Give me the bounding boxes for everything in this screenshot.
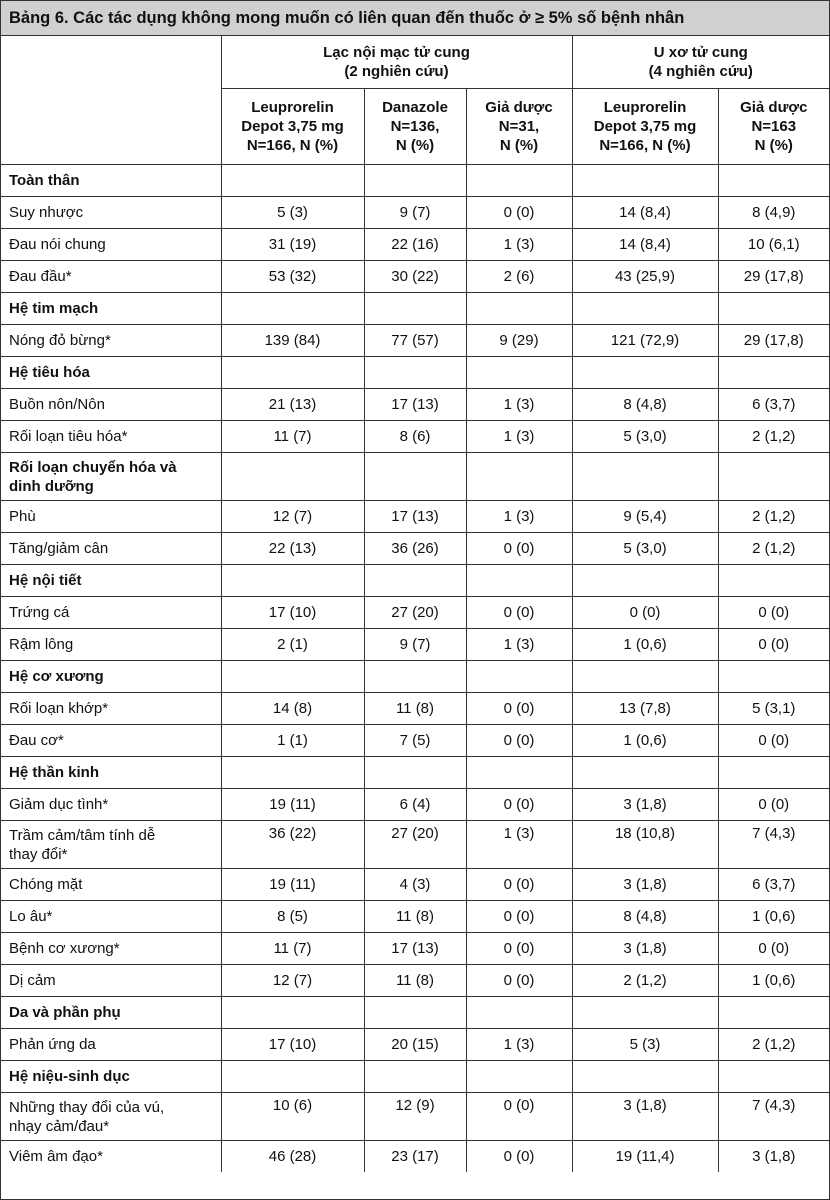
- value-cell: 0 (0): [572, 597, 718, 629]
- value-cell: 9 (7): [364, 197, 466, 229]
- row-label-line: Trứng cá: [9, 604, 70, 621]
- value-cell: 6 (3,7): [718, 389, 829, 421]
- row-label-line: Phản ứng da: [9, 1036, 96, 1053]
- value-cell: [572, 293, 718, 325]
- value-cell: [466, 357, 572, 389]
- value-cell: 3 (1,8): [572, 933, 718, 965]
- group-title: Lạc nội mạc tử cung: [323, 44, 470, 61]
- value-cell: 0 (0): [466, 869, 572, 901]
- table-row: [1, 229, 829, 261]
- value-cell: [466, 453, 572, 501]
- column-header: [364, 89, 466, 165]
- value-cell: 9 (29): [466, 325, 572, 357]
- value-cell: 0 (0): [466, 965, 572, 997]
- table-row: [1, 1029, 829, 1061]
- value-cell: [572, 1061, 718, 1093]
- value-cell: [718, 165, 829, 197]
- value-cell: 3 (1,8): [572, 869, 718, 901]
- row-label: [1, 325, 221, 357]
- row-label-line: Đau nói chung: [9, 236, 106, 253]
- value-cell: 17 (13): [364, 501, 466, 533]
- value-cell: 0 (0): [466, 197, 572, 229]
- value-cell: [364, 165, 466, 197]
- value-cell: 27 (20): [364, 821, 466, 869]
- row-label-line: Hệ thần kinh: [9, 764, 100, 781]
- value-cell: 0 (0): [466, 789, 572, 821]
- value-cell: 0 (0): [718, 629, 829, 661]
- row-label: [1, 597, 221, 629]
- row-label: [1, 389, 221, 421]
- value-cell: [572, 757, 718, 789]
- value-cell: 31 (19): [221, 229, 364, 261]
- value-cell: [466, 997, 572, 1029]
- row-label: [1, 1093, 221, 1141]
- value-cell: 12 (7): [221, 965, 364, 997]
- row-label-line: nhạy cảm/đau*: [9, 1117, 110, 1135]
- value-cell: 2 (1,2): [718, 533, 829, 565]
- value-cell: 8 (4,8): [572, 901, 718, 933]
- value-cell: 46 (28): [221, 1141, 364, 1173]
- value-cell: 29 (17,8): [718, 261, 829, 293]
- value-cell: 0 (0): [466, 933, 572, 965]
- row-label-line: Hệ cơ xương: [9, 668, 104, 685]
- value-cell: 1 (3): [466, 1029, 572, 1061]
- section-header-row: [1, 565, 829, 597]
- value-cell: 5 (3,0): [572, 421, 718, 453]
- value-cell: 1 (3): [466, 421, 572, 453]
- value-cell: 11 (8): [364, 901, 466, 933]
- row-label-line: Giảm dục tình*: [9, 796, 109, 813]
- value-cell: [364, 293, 466, 325]
- row-label-line: Dị cảm: [9, 972, 56, 989]
- value-cell: 19 (11): [221, 789, 364, 821]
- table-row: [1, 869, 829, 901]
- value-cell: 7 (5): [364, 725, 466, 757]
- adverse-effects-table: [1, 36, 829, 1172]
- value-cell: 7 (4,3): [718, 1093, 829, 1141]
- value-cell: [221, 165, 364, 197]
- value-cell: 3 (1,8): [718, 1141, 829, 1173]
- table-row: [1, 933, 829, 965]
- row-label-line: Nóng đỏ bừng*: [9, 332, 111, 349]
- value-cell: 1 (3): [466, 229, 572, 261]
- value-cell: 17 (13): [364, 389, 466, 421]
- row-label-line: Hệ tiêu hóa: [9, 364, 90, 381]
- section-header-row: [1, 1061, 829, 1093]
- value-cell: 30 (22): [364, 261, 466, 293]
- value-cell: 17 (13): [364, 933, 466, 965]
- value-cell: 1 (3): [466, 629, 572, 661]
- row-label-line: Rối loạn chuyển hóa và: [9, 458, 177, 476]
- row-label-line: Da và phần phụ: [9, 1004, 121, 1021]
- value-cell: [572, 453, 718, 501]
- row-label: [1, 965, 221, 997]
- value-cell: 0 (0): [718, 725, 829, 757]
- column-header-line: Depot 3,75 mg: [241, 118, 344, 135]
- value-cell: 0 (0): [466, 533, 572, 565]
- table-row: [1, 325, 829, 357]
- row-label: [1, 533, 221, 565]
- value-cell: 10 (6,1): [718, 229, 829, 261]
- row-label: [1, 421, 221, 453]
- column-header-line: N=166, N (%): [246, 137, 339, 154]
- value-cell: 1 (3): [466, 501, 572, 533]
- value-cell: [572, 357, 718, 389]
- row-label-line: Chóng mặt: [9, 876, 83, 893]
- value-cell: 3 (1,8): [572, 789, 718, 821]
- value-cell: 14 (8): [221, 693, 364, 725]
- value-cell: [466, 757, 572, 789]
- value-cell: 139 (84): [221, 325, 364, 357]
- value-cell: 77 (57): [364, 325, 466, 357]
- row-label-line: Đau đầu*: [9, 268, 72, 285]
- table-body: [1, 36, 829, 1172]
- value-cell: [221, 453, 364, 501]
- value-cell: [221, 565, 364, 597]
- value-cell: 4 (3): [364, 869, 466, 901]
- value-cell: 12 (7): [221, 501, 364, 533]
- table-row: [1, 725, 829, 757]
- column-header-line: Giả dược: [485, 99, 553, 116]
- value-cell: [718, 661, 829, 693]
- section-label: [1, 757, 221, 789]
- column-header-line: Giả dược: [740, 99, 808, 116]
- table-row: [1, 197, 829, 229]
- column-header-line: Depot 3,75 mg: [593, 118, 697, 135]
- row-label: [1, 821, 221, 869]
- row-label-line: Rối loạn tiêu hóa*: [9, 428, 128, 445]
- column-header-line: Danazole: [382, 99, 448, 116]
- column-header-line: Leuprorelin: [251, 99, 334, 116]
- row-label: [1, 1141, 221, 1173]
- header-row-groups: [1, 36, 829, 89]
- header-corner-cell: [1, 36, 221, 165]
- section-header-row: [1, 453, 829, 501]
- section-header-row: [1, 661, 829, 693]
- row-label: [1, 725, 221, 757]
- row-label: [1, 629, 221, 661]
- table-row: [1, 1141, 829, 1173]
- row-label: [1, 789, 221, 821]
- section-label: [1, 293, 221, 325]
- value-cell: [221, 661, 364, 693]
- value-cell: 9 (5,4): [572, 501, 718, 533]
- value-cell: 6 (4): [364, 789, 466, 821]
- row-label-line: Hệ tim mạch: [9, 300, 99, 317]
- value-cell: 14 (8,4): [572, 197, 718, 229]
- header-group-fibroids: [572, 36, 829, 89]
- table-row: [1, 389, 829, 421]
- row-label-line: Phù: [9, 508, 36, 525]
- row-label-line: Rối loạn khớp*: [9, 700, 109, 717]
- table-row: [1, 965, 829, 997]
- value-cell: [364, 997, 466, 1029]
- row-label-line: dinh dưỡng: [9, 477, 94, 495]
- value-cell: [364, 453, 466, 501]
- row-label-line: Trầm cảm/tâm tính dễ: [9, 826, 156, 844]
- value-cell: 23 (17): [364, 1141, 466, 1173]
- value-cell: [572, 565, 718, 597]
- value-cell: [718, 757, 829, 789]
- value-cell: [466, 1061, 572, 1093]
- value-cell: 36 (22): [221, 821, 364, 869]
- value-cell: 8 (4,8): [572, 389, 718, 421]
- row-label-line: Toàn thân: [9, 172, 80, 189]
- value-cell: 5 (3,1): [718, 693, 829, 725]
- value-cell: 43 (25,9): [572, 261, 718, 293]
- column-header-line: N=163: [751, 118, 797, 135]
- section-label: [1, 453, 221, 501]
- value-cell: 0 (0): [466, 725, 572, 757]
- value-cell: 8 (4,9): [718, 197, 829, 229]
- value-cell: 11 (8): [364, 693, 466, 725]
- value-cell: 12 (9): [364, 1093, 466, 1141]
- section-label: [1, 1061, 221, 1093]
- table-row: [1, 901, 829, 933]
- value-cell: [572, 997, 718, 1029]
- value-cell: 121 (72,9): [572, 325, 718, 357]
- value-cell: 11 (8): [364, 965, 466, 997]
- column-header-line: N (%): [499, 137, 539, 154]
- value-cell: 29 (17,8): [718, 325, 829, 357]
- value-cell: 6 (3,7): [718, 869, 829, 901]
- value-cell: [718, 997, 829, 1029]
- section-header-row: [1, 357, 829, 389]
- value-cell: 10 (6): [221, 1093, 364, 1141]
- row-label: [1, 501, 221, 533]
- group-title: U xơ tử cung: [653, 44, 748, 61]
- table-row: [1, 261, 829, 293]
- column-header-line: N (%): [395, 137, 435, 154]
- section-label: [1, 661, 221, 693]
- value-cell: 5 (3): [572, 1029, 718, 1061]
- value-cell: 7 (4,3): [718, 821, 829, 869]
- table-row: [1, 1093, 829, 1141]
- value-cell: 21 (13): [221, 389, 364, 421]
- value-cell: 17 (10): [221, 1029, 364, 1061]
- row-label-line: Lo âu*: [9, 908, 53, 925]
- value-cell: 2 (1): [221, 629, 364, 661]
- value-cell: [718, 357, 829, 389]
- value-cell: 0 (0): [466, 901, 572, 933]
- table-row: [1, 789, 829, 821]
- value-cell: 20 (15): [364, 1029, 466, 1061]
- value-cell: [221, 357, 364, 389]
- value-cell: 2 (1,2): [718, 421, 829, 453]
- value-cell: [221, 293, 364, 325]
- section-label: [1, 997, 221, 1029]
- value-cell: 1 (0,6): [572, 629, 718, 661]
- value-cell: [466, 293, 572, 325]
- row-label: [1, 229, 221, 261]
- row-label-line: Buồn nôn/Nôn: [9, 396, 105, 413]
- column-header-line: N=166, N (%): [599, 137, 691, 154]
- value-cell: 1 (0,6): [718, 901, 829, 933]
- group-subtitle: (2 nghiên cứu): [344, 63, 449, 80]
- row-label-line: thay đổi*: [9, 845, 68, 863]
- value-cell: [364, 757, 466, 789]
- value-cell: 2 (1,2): [718, 501, 829, 533]
- value-cell: [466, 661, 572, 693]
- column-header: [221, 89, 364, 165]
- row-label-line: Tăng/giảm cân: [9, 540, 109, 557]
- row-label: [1, 197, 221, 229]
- value-cell: 19 (11,4): [572, 1141, 718, 1173]
- value-cell: 2 (6): [466, 261, 572, 293]
- group-subtitle: (4 nghiên cứu): [648, 63, 753, 80]
- column-header-line: N=31,: [498, 118, 540, 135]
- value-cell: 22 (16): [364, 229, 466, 261]
- row-label: [1, 933, 221, 965]
- value-cell: [221, 757, 364, 789]
- section-header-row: [1, 997, 829, 1029]
- value-cell: 0 (0): [466, 1093, 572, 1141]
- value-cell: 53 (32): [221, 261, 364, 293]
- value-cell: 0 (0): [466, 1141, 572, 1173]
- value-cell: 8 (6): [364, 421, 466, 453]
- header-group-endometriosis: [221, 36, 572, 89]
- column-header-line: N (%): [754, 137, 793, 154]
- section-header-row: [1, 293, 829, 325]
- value-cell: 0 (0): [466, 597, 572, 629]
- value-cell: 19 (11): [221, 869, 364, 901]
- value-cell: 5 (3): [221, 197, 364, 229]
- section-header-row: [1, 757, 829, 789]
- value-cell: 0 (0): [718, 789, 829, 821]
- value-cell: 11 (7): [221, 421, 364, 453]
- value-cell: 0 (0): [718, 597, 829, 629]
- value-cell: 13 (7,8): [572, 693, 718, 725]
- row-label-line: Suy nhược: [9, 204, 84, 221]
- value-cell: 1 (0,6): [718, 965, 829, 997]
- value-cell: [364, 357, 466, 389]
- value-cell: [718, 565, 829, 597]
- table-row: [1, 501, 829, 533]
- row-label-line: Những thay đổi của vú,: [9, 1098, 165, 1116]
- row-label: [1, 1029, 221, 1061]
- column-header: [466, 89, 572, 165]
- value-cell: 18 (10,8): [572, 821, 718, 869]
- value-cell: [718, 293, 829, 325]
- value-cell: 14 (8,4): [572, 229, 718, 261]
- row-label-line: Hệ niệu-sinh dục: [9, 1068, 130, 1085]
- value-cell: 1 (1): [221, 725, 364, 757]
- value-cell: 1 (0,6): [572, 725, 718, 757]
- value-cell: 1 (3): [466, 389, 572, 421]
- table-row: [1, 597, 829, 629]
- row-label: [1, 901, 221, 933]
- value-cell: 36 (26): [364, 533, 466, 565]
- section-header-row: [1, 165, 829, 197]
- column-header-line: N=136,: [390, 118, 440, 135]
- column-header: [572, 89, 718, 165]
- column-header: [718, 89, 829, 165]
- row-label-line: Hệ nội tiết: [9, 572, 82, 589]
- value-cell: [466, 165, 572, 197]
- row-label: [1, 869, 221, 901]
- value-cell: [221, 997, 364, 1029]
- value-cell: [364, 1061, 466, 1093]
- value-cell: 5 (3,0): [572, 533, 718, 565]
- value-cell: [572, 661, 718, 693]
- value-cell: 17 (10): [221, 597, 364, 629]
- section-label: [1, 165, 221, 197]
- value-cell: 9 (7): [364, 629, 466, 661]
- row-label: [1, 261, 221, 293]
- value-cell: 8 (5): [221, 901, 364, 933]
- value-cell: 1 (3): [466, 821, 572, 869]
- row-label-line: Đau cơ*: [9, 732, 64, 749]
- table-row: [1, 629, 829, 661]
- value-cell: 22 (13): [221, 533, 364, 565]
- value-cell: 2 (1,2): [572, 965, 718, 997]
- value-cell: [221, 1061, 364, 1093]
- table-row: [1, 533, 829, 565]
- column-header-line: Leuprorelin: [603, 99, 687, 116]
- value-cell: 0 (0): [466, 693, 572, 725]
- table-row: [1, 821, 829, 869]
- row-label-line: Viêm âm đạo*: [9, 1148, 103, 1165]
- value-cell: [364, 661, 466, 693]
- value-cell: 2 (1,2): [718, 1029, 829, 1061]
- value-cell: 3 (1,8): [572, 1093, 718, 1141]
- value-cell: 11 (7): [221, 933, 364, 965]
- value-cell: [572, 165, 718, 197]
- row-label-line: Rậm lông: [9, 636, 74, 653]
- value-cell: [718, 453, 829, 501]
- value-cell: 0 (0): [718, 933, 829, 965]
- value-cell: [718, 1061, 829, 1093]
- row-label-line: Bệnh cơ xương*: [9, 940, 120, 957]
- table-row: [1, 421, 829, 453]
- value-cell: 27 (20): [364, 597, 466, 629]
- section-label: [1, 357, 221, 389]
- table-title: Bảng 6. Các tác dụng không mong muốn có liên quan đến thuốc ở ≥ 5% số bệnh nhân: [1, 1, 829, 36]
- value-cell: [364, 565, 466, 597]
- row-label: [1, 693, 221, 725]
- table-row: [1, 693, 829, 725]
- value-cell: [466, 565, 572, 597]
- section-label: [1, 565, 221, 597]
